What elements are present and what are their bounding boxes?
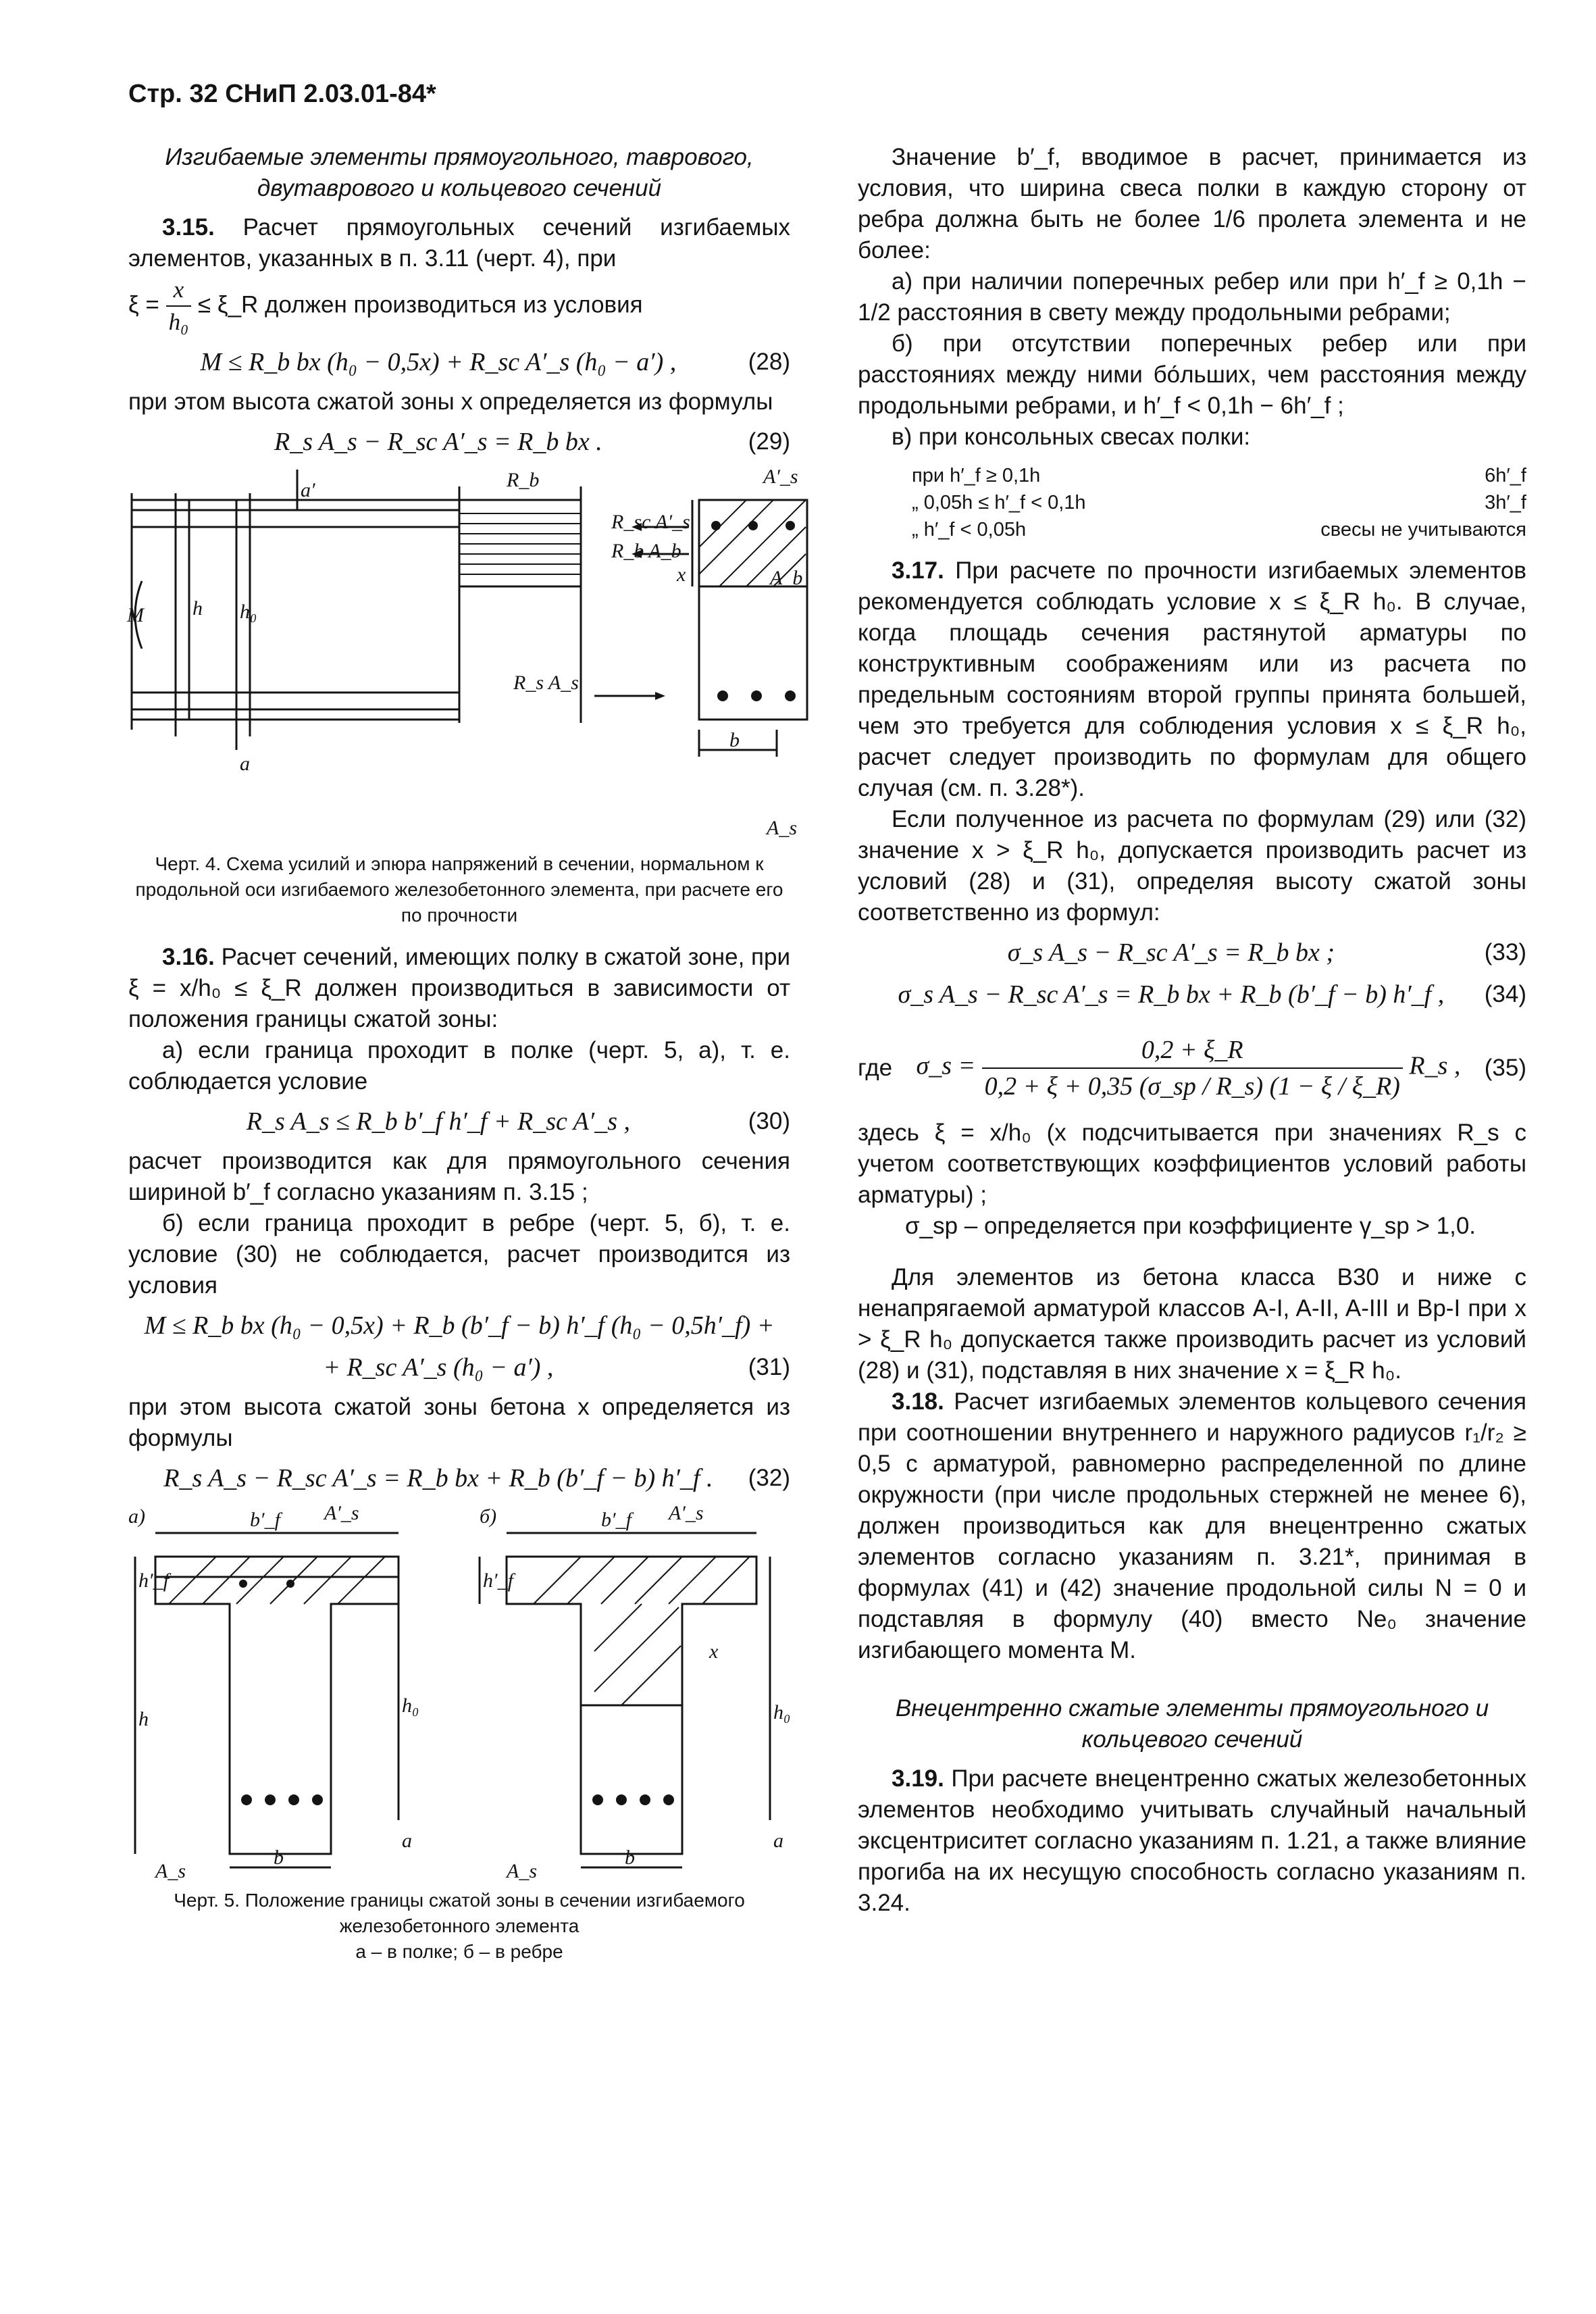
label-h: h [192, 597, 203, 620]
paragraph-bf-a: а) при наличии поперечных ребер или при h′_f ≥ 0,1h − 1/2 расстояния в свету между продольными ребрами; [858, 268, 1526, 326]
formula-text: R_s A_s ≤ R_b b′_f h′_f + R_sc A′_s , [246, 1107, 630, 1136]
formula-31-line-1 [128, 1308, 790, 1343]
paragraph-3-16 [128, 942, 790, 1035]
paragraph-3-16-c: расчет производится как для прямоугольного сечения шириной b′_f согласно указаниям п. 3.15 ; [128, 1148, 790, 1205]
paragraph-3-15-cond [128, 274, 790, 338]
label-As: A_s [155, 1860, 186, 1882]
label-bf: b′_f [250, 1509, 280, 1531]
label-As-prime: A′_s [669, 1502, 704, 1524]
label-Rb: R_b [507, 469, 540, 491]
table-val: 3h′_f [1485, 492, 1526, 513]
paragraph-3-18 [858, 1386, 1526, 1666]
fraction-bottom: h₀ [168, 309, 189, 335]
fraction-top: x [166, 274, 192, 307]
fraction-bottom: 0,2 + ξ + 0,35 (σ_sp / R_s) (1 − ξ / ξ_R) [984, 1072, 1400, 1101]
label-a-subfig: а) [128, 1505, 145, 1528]
fraction-x-h0 [166, 274, 192, 338]
formula-text: M ≤ R_b bx (h₀ − 0,5x) + R_b (b′_f − b) h′_f (h₀ − 0,5h′_f) + [144, 1311, 775, 1340]
paragraph-text: Расчет прямоугольных сечений изгибаемых элементов, указанных в п. 3.11 (черт. 4), при [128, 214, 790, 272]
label-As-prime: A′_s [763, 466, 798, 488]
formula-number: (32) [748, 1465, 790, 1491]
label-hf: h′_f [483, 1569, 513, 1592]
page-header: Стр. 32 СНиП 2.03.01-84* [128, 80, 436, 108]
label-b-subfig: б) [480, 1505, 497, 1528]
formula-number: (35) [1484, 1055, 1526, 1081]
paragraph-b30: Для элементов из бетона класса В30 и ниже с ненапрягаемой арматурой классов A-I, A-II, A-III и Вр-I при x > ξ_R h₀ допускается также производить расчет из условий (28) и (31), подставляя в них значение x = ξ_R h₀. [858, 1264, 1526, 1384]
formula-31-line-2 [128, 1350, 790, 1385]
label-bf: b′_f [601, 1509, 632, 1531]
paragraph-bf-b: б) при отсутствии поперечных ребер или при расстояниях между ними бо́льших, чем расстояния между продольными ребрами, и h′_f < 0,1h − 6h′_f ; [858, 330, 1526, 419]
label-As: A_s [767, 817, 797, 839]
label-b: b [274, 1846, 284, 1869]
label-a: a [773, 1830, 783, 1852]
figure-4-diagram [127, 466, 803, 845]
label-a-prime: a′ [301, 479, 315, 501]
table-row [912, 516, 1526, 543]
label-x: x [677, 563, 686, 586]
formula-number: (34) [1484, 981, 1526, 1007]
label-As: A_s [507, 1860, 537, 1882]
paragraph-3-17-b: Если полученное из расчета по формулам (29) или (32) значение x > ξ_R h₀, допускается производить расчет из условий (28) и (31), определяя высоту сжатой зоны соответственно из формул: [858, 806, 1526, 926]
label-h: h [138, 1708, 149, 1730]
left-column [127, 142, 803, 1978]
paragraph-text: При расчете внецентренно сжатых железобетонных элементов необходимо учитывать случайный начальный эксцентриситет согласно указаниям п. 1.21, а также влияние прогиба на их несущую способность согласно указаниям п. 3.24. [858, 1765, 1526, 1916]
table-val: 6h′_f [1485, 465, 1526, 486]
formula-number: (29) [748, 428, 790, 455]
figure-4-caption: Черт. 4. Схема усилий и эпюра напряжений в сечении, нормальном к продольной оси изгибаемого железобетонного элемента, при расчете его по прочности [135, 853, 783, 926]
label-h0: h₀ [240, 601, 257, 623]
label-x: x [709, 1640, 719, 1663]
formula-text: σ_s A_s − R_sc A′_s = R_b bx + R_b (b′_f − b) h′_f , [898, 980, 1445, 1009]
formula-lhs: σ_s = [916, 1051, 976, 1080]
clause-number: 3.19. [892, 1765, 944, 1792]
formula-number: (30) [748, 1108, 790, 1134]
label-h0: h₀ [773, 1701, 791, 1724]
formula-30 [128, 1104, 790, 1139]
formula-where: где [858, 1055, 893, 1081]
formula-29 [128, 424, 790, 459]
paragraph-here-a: здесь ξ = x/h₀ (x подсчитывается при значениях R_s с учетом соответствующих коэффициентов условий работы арматуры) ; [858, 1120, 1526, 1208]
table-row [912, 462, 1526, 489]
figure-5-caption [128, 1888, 790, 1965]
figure-5-diagram [128, 1503, 790, 1881]
formula-text: R_s A_s − R_sc A′_s = R_b bx . [274, 428, 602, 456]
paragraph-text: Расчет изгибаемых элементов кольцевого сечения при соотношении внутреннего и наружного радиусов r₁/r₂ ≥ 0,5 с арматурой, равномерно распределенной по длине окружности (при числе продольных стержней не менее 6), должен производиться как для внецентренно сжатых элементов согласно указаниям п. 3.21*, принимая в формулах (41) и (42) значение продольной силы N = 0 и подставляя в формулу (40) вместо Ne₀ значение изгибающего момента M. [858, 1388, 1526, 1663]
clause-number: 3.15. [162, 214, 215, 241]
label-Ab: A_b [770, 567, 803, 589]
formula-text: M ≤ R_b bx (h₀ − 0,5x) + R_sc A′_s (h₀ − a′) , [200, 348, 677, 376]
formula-number: (28) [748, 349, 790, 375]
label-hf: h′_f [138, 1569, 169, 1592]
table-cond: при h′_f ≥ 0,1h [912, 465, 1041, 486]
label-M: M [127, 604, 144, 626]
formula-28 [128, 345, 790, 380]
formula-33 [858, 935, 1526, 970]
label-As-prime: A′_s [324, 1502, 359, 1524]
formula-xi-lhs: ξ = [128, 291, 159, 318]
paragraph-3-16-b: б) если граница проходит в ребре (черт. 5, б), т. е. условие (30) не соблюдается, расчет производится из условия [128, 1210, 790, 1299]
formula-text [892, 1032, 1485, 1104]
label-RbAb: R_b A_b [611, 540, 681, 562]
formula-text: + R_sc A′_s (h₀ − a′) , [323, 1353, 554, 1382]
cantilever-table [858, 462, 1526, 543]
paragraph-bf-c: в) при консольных свесах полки: [892, 424, 1251, 450]
paragraph-3-19 [858, 1763, 1526, 1919]
section-title-bending: Изгибаемые элементы прямоугольного, таврового, двутаврового и кольцевого сечений [165, 144, 754, 201]
label-RscAs: R_sc A′_s [611, 511, 690, 533]
formula-34 [858, 977, 1526, 1012]
formula-number: (33) [1484, 939, 1526, 965]
paragraph-text: ≤ ξ_R должен производиться из условия [197, 291, 643, 318]
label-a: a [240, 753, 250, 775]
paragraph-bf-value: Значение b′_f, вводимое в расчет, принимается из условия, что ширина свеса полки в каждую сторону от ребра должна быть не более 1/6 пролета элемента и не более: [858, 144, 1526, 263]
fraction-top: 0,2 + ξ_R [982, 1032, 1403, 1069]
clause-number: 3.17. [892, 557, 944, 584]
figure-5-caption-line-1: Черт. 5. Положение границы сжатой зоны в сечении изгибаемого железобетонного элемента [174, 1890, 745, 1936]
paragraph-3-16-e: при этом высота сжатой зоны бетона x определяется из формулы [128, 1394, 790, 1451]
section-title-eccentric: Внецентренно сжатые элементы прямоугольного и кольцевого сечений [895, 1695, 1489, 1753]
paragraph-text: Расчет сечений, имеющих полку в сжатой зоне, при ξ = x/h₀ ≤ ξ_R должен производиться в зависимости от положения границы сжатой зоны: [128, 944, 790, 1032]
paragraph-here-b: σ_sp – определяется при коэффициенте γ_sp > 1,0. [905, 1213, 1476, 1239]
label-b: b [729, 729, 740, 751]
label-a: a [402, 1830, 412, 1852]
paragraph-text: При расчете по прочности изгибаемых элементов рекомендуется соблюдать условие x ≤ ξ_R h₀. В случае, когда площадь сечения растянутой арматуры по конструктивным соображениям или из расчета по предельным состояниям второй группы принята большей, чем это требуется для соблюдения условия x ≤ ξ_R h₀, расчет следует производить по формулам для общего случая (см. п. 3.28*). [858, 557, 1526, 801]
figure-5-caption-line-2: а – в полке; б – в ребре [355, 1941, 563, 1962]
formula-text: σ_s A_s − R_sc A′_s = R_b bx ; [1007, 938, 1335, 967]
label-RsAs: R_s A_s [513, 672, 579, 694]
clause-number: 3.18. [892, 1388, 944, 1415]
paragraph-3-15-c: при этом высота сжатой зоны x определяется из формулы [128, 388, 773, 415]
right-column [858, 142, 1526, 1919]
formula-number: (31) [748, 1354, 790, 1380]
paragraph-3-15 [128, 212, 790, 274]
formula-35 [858, 1032, 1526, 1104]
table-row [912, 489, 1526, 516]
paragraph-3-16-a: а) если граница проходит в полке (черт. 5, а), т. е. соблюдается условие [128, 1037, 790, 1095]
formula-32 [128, 1461, 790, 1496]
table-cond: „ 0,05h ≤ h′_f < 0,1h [912, 492, 1086, 513]
fraction-sigma [982, 1032, 1403, 1104]
clause-number: 3.16. [162, 944, 215, 970]
paragraph-3-17 [858, 555, 1526, 804]
label-b: b [625, 1846, 635, 1869]
formula-rhs: R_s , [1409, 1051, 1461, 1080]
label-h0: h₀ [402, 1694, 419, 1717]
formula-text: R_s A_s − R_sc A′_s = R_b bx + R_b (b′_f − b) h′_f . [163, 1464, 713, 1492]
table-val: свесы не учитываются [1320, 519, 1526, 540]
table-cond: „ h′_f < 0,05h [912, 519, 1027, 540]
